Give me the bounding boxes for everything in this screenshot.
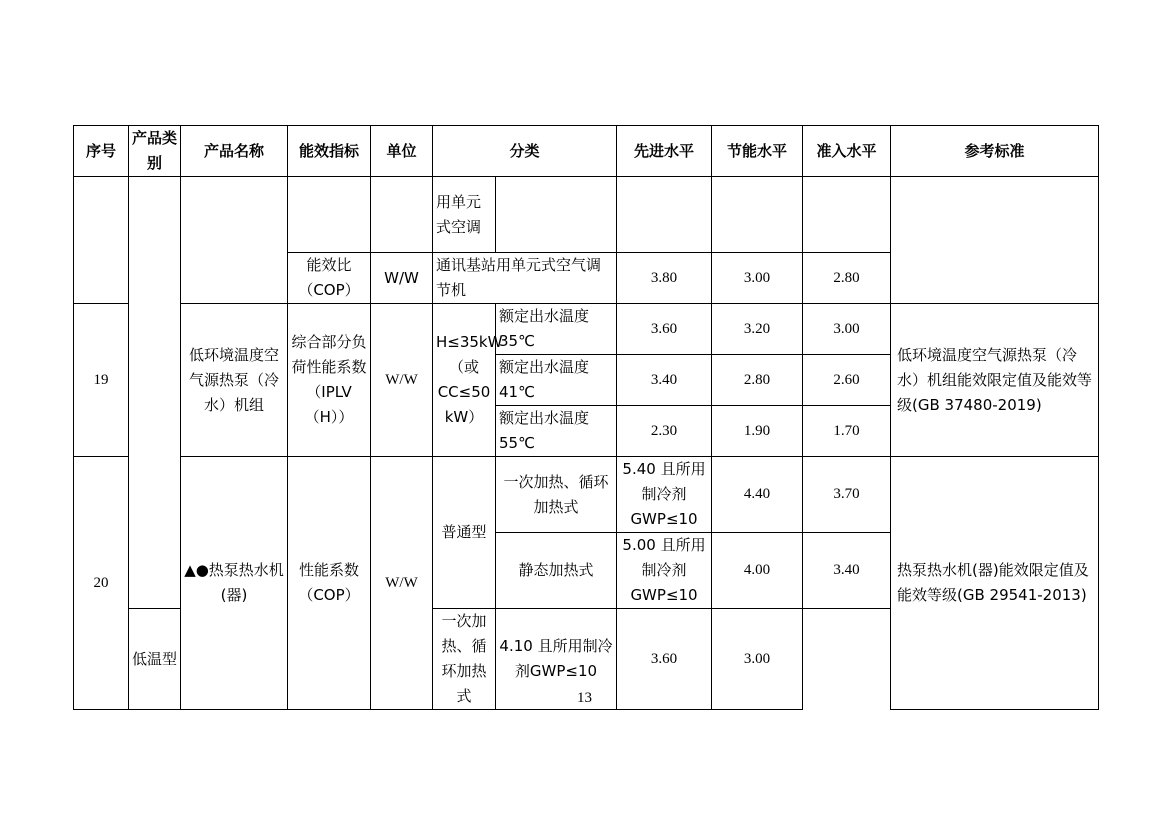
cont-classification: 通讯基站用单元式空气调节机 xyxy=(433,253,617,304)
header-standard: 参考标准 xyxy=(891,126,1099,177)
header-seq: 序号 xyxy=(74,126,129,177)
header-classification: 分类 xyxy=(433,126,617,177)
cont-advanced-empty xyxy=(617,177,712,253)
cont-unit: W/W xyxy=(371,253,433,304)
header-advanced: 先进水平 xyxy=(617,126,712,177)
r20-advanced: 5.40 且所用制冷剂GWP≤10 xyxy=(617,457,712,533)
r19-entry: 3.00 xyxy=(803,304,891,355)
cont-standard-empty xyxy=(891,177,1099,304)
cont-saving-empty xyxy=(712,177,803,253)
r20-sub-label: 静态加热式 xyxy=(496,533,617,609)
r20-group-low-temp: 低温型 xyxy=(129,609,181,710)
cont-entry-empty xyxy=(803,177,891,253)
cont-sub-empty xyxy=(496,177,617,253)
r20-advanced: 5.00 且所用制冷剂GWP≤10 xyxy=(617,533,712,609)
cont-sub-label: 用单元式空调 xyxy=(433,177,496,253)
table-row xyxy=(74,177,1099,253)
r19-standard: 低环境温度空气源热泵（冷水）机组能效限定值及能效等级(GB 37480-2019) xyxy=(891,304,1099,457)
cont-energy-saving: 3.00 xyxy=(712,253,803,304)
r19-seq: 19 xyxy=(74,304,129,457)
header-name: 产品名称 xyxy=(181,126,288,177)
r19-energy-saving: 2.80 xyxy=(712,355,803,406)
r19-sub-label: 额定出水温度 41℃ xyxy=(496,355,617,406)
page-number: 13 xyxy=(577,690,592,706)
r19-entry: 2.60 xyxy=(803,355,891,406)
cont-advanced: 3.80 xyxy=(617,253,712,304)
table-row xyxy=(74,304,1099,355)
r19-sub-label: 额定出水温度 35℃ xyxy=(496,304,617,355)
r20-energy-saving: 4.00 xyxy=(712,533,803,609)
r19-group: H≤35kW（或CC≤50 kW） xyxy=(433,304,496,457)
r20-entry: 3.00 xyxy=(712,609,803,710)
r19-sub-label: 额定出水温度 55℃ xyxy=(496,406,617,457)
r19-energy-saving: 1.90 xyxy=(712,406,803,457)
header-indicator: 能效指标 xyxy=(288,126,371,177)
r20-energy-saving: 3.60 xyxy=(617,609,712,710)
table-row xyxy=(74,457,1099,533)
r20-name: ▲●热泵热水机(器) xyxy=(181,457,288,710)
header-row xyxy=(74,126,1099,177)
r19-entry: 1.70 xyxy=(803,406,891,457)
name-cell-empty xyxy=(181,177,288,304)
r19-energy-saving: 3.20 xyxy=(712,304,803,355)
r20-advanced: 4.10 且所用制冷剂GWP≤10 xyxy=(496,609,617,710)
r20-sub-label: 一次加热、循环加热式 xyxy=(433,609,496,710)
header-category: 产品类别 xyxy=(129,126,181,177)
category-cell xyxy=(129,177,181,609)
r20-standard: 热泵热水机(器)能效限定值及能效等级(GB 29541-2013) xyxy=(891,457,1099,710)
r19-unit: W/W xyxy=(371,304,433,457)
r19-advanced: 2.30 xyxy=(617,406,712,457)
r20-entry: 3.70 xyxy=(803,457,891,533)
r19-advanced: 3.40 xyxy=(617,355,712,406)
header-energy-saving: 节能水平 xyxy=(712,126,803,177)
cont-indicator: 能效比（COP） xyxy=(288,253,371,304)
r20-seq: 20 xyxy=(74,457,129,710)
r20-energy-saving: 4.40 xyxy=(712,457,803,533)
r19-indicator: 综合部分负荷性能系数（IPLV（H）） xyxy=(288,304,371,457)
r20-sub-label: 一次加热、循环加热式 xyxy=(496,457,617,533)
r20-indicator: 性能系数（COP） xyxy=(288,457,371,710)
r19-name: 低环境温度空气源热泵（冷水）机组 xyxy=(181,304,288,457)
indicator-cell-empty xyxy=(288,177,371,253)
header-entry: 准入水平 xyxy=(803,126,891,177)
seq-cell-empty xyxy=(74,177,129,304)
cont-entry: 2.80 xyxy=(803,253,891,304)
r20-group-normal: 普通型 xyxy=(433,457,496,609)
efficiency-table xyxy=(73,125,1099,710)
r20-entry: 3.40 xyxy=(803,533,891,609)
header-unit: 单位 xyxy=(371,126,433,177)
unit-cell-empty xyxy=(371,177,433,253)
r20-unit: W/W xyxy=(371,457,433,710)
r19-advanced: 3.60 xyxy=(617,304,712,355)
